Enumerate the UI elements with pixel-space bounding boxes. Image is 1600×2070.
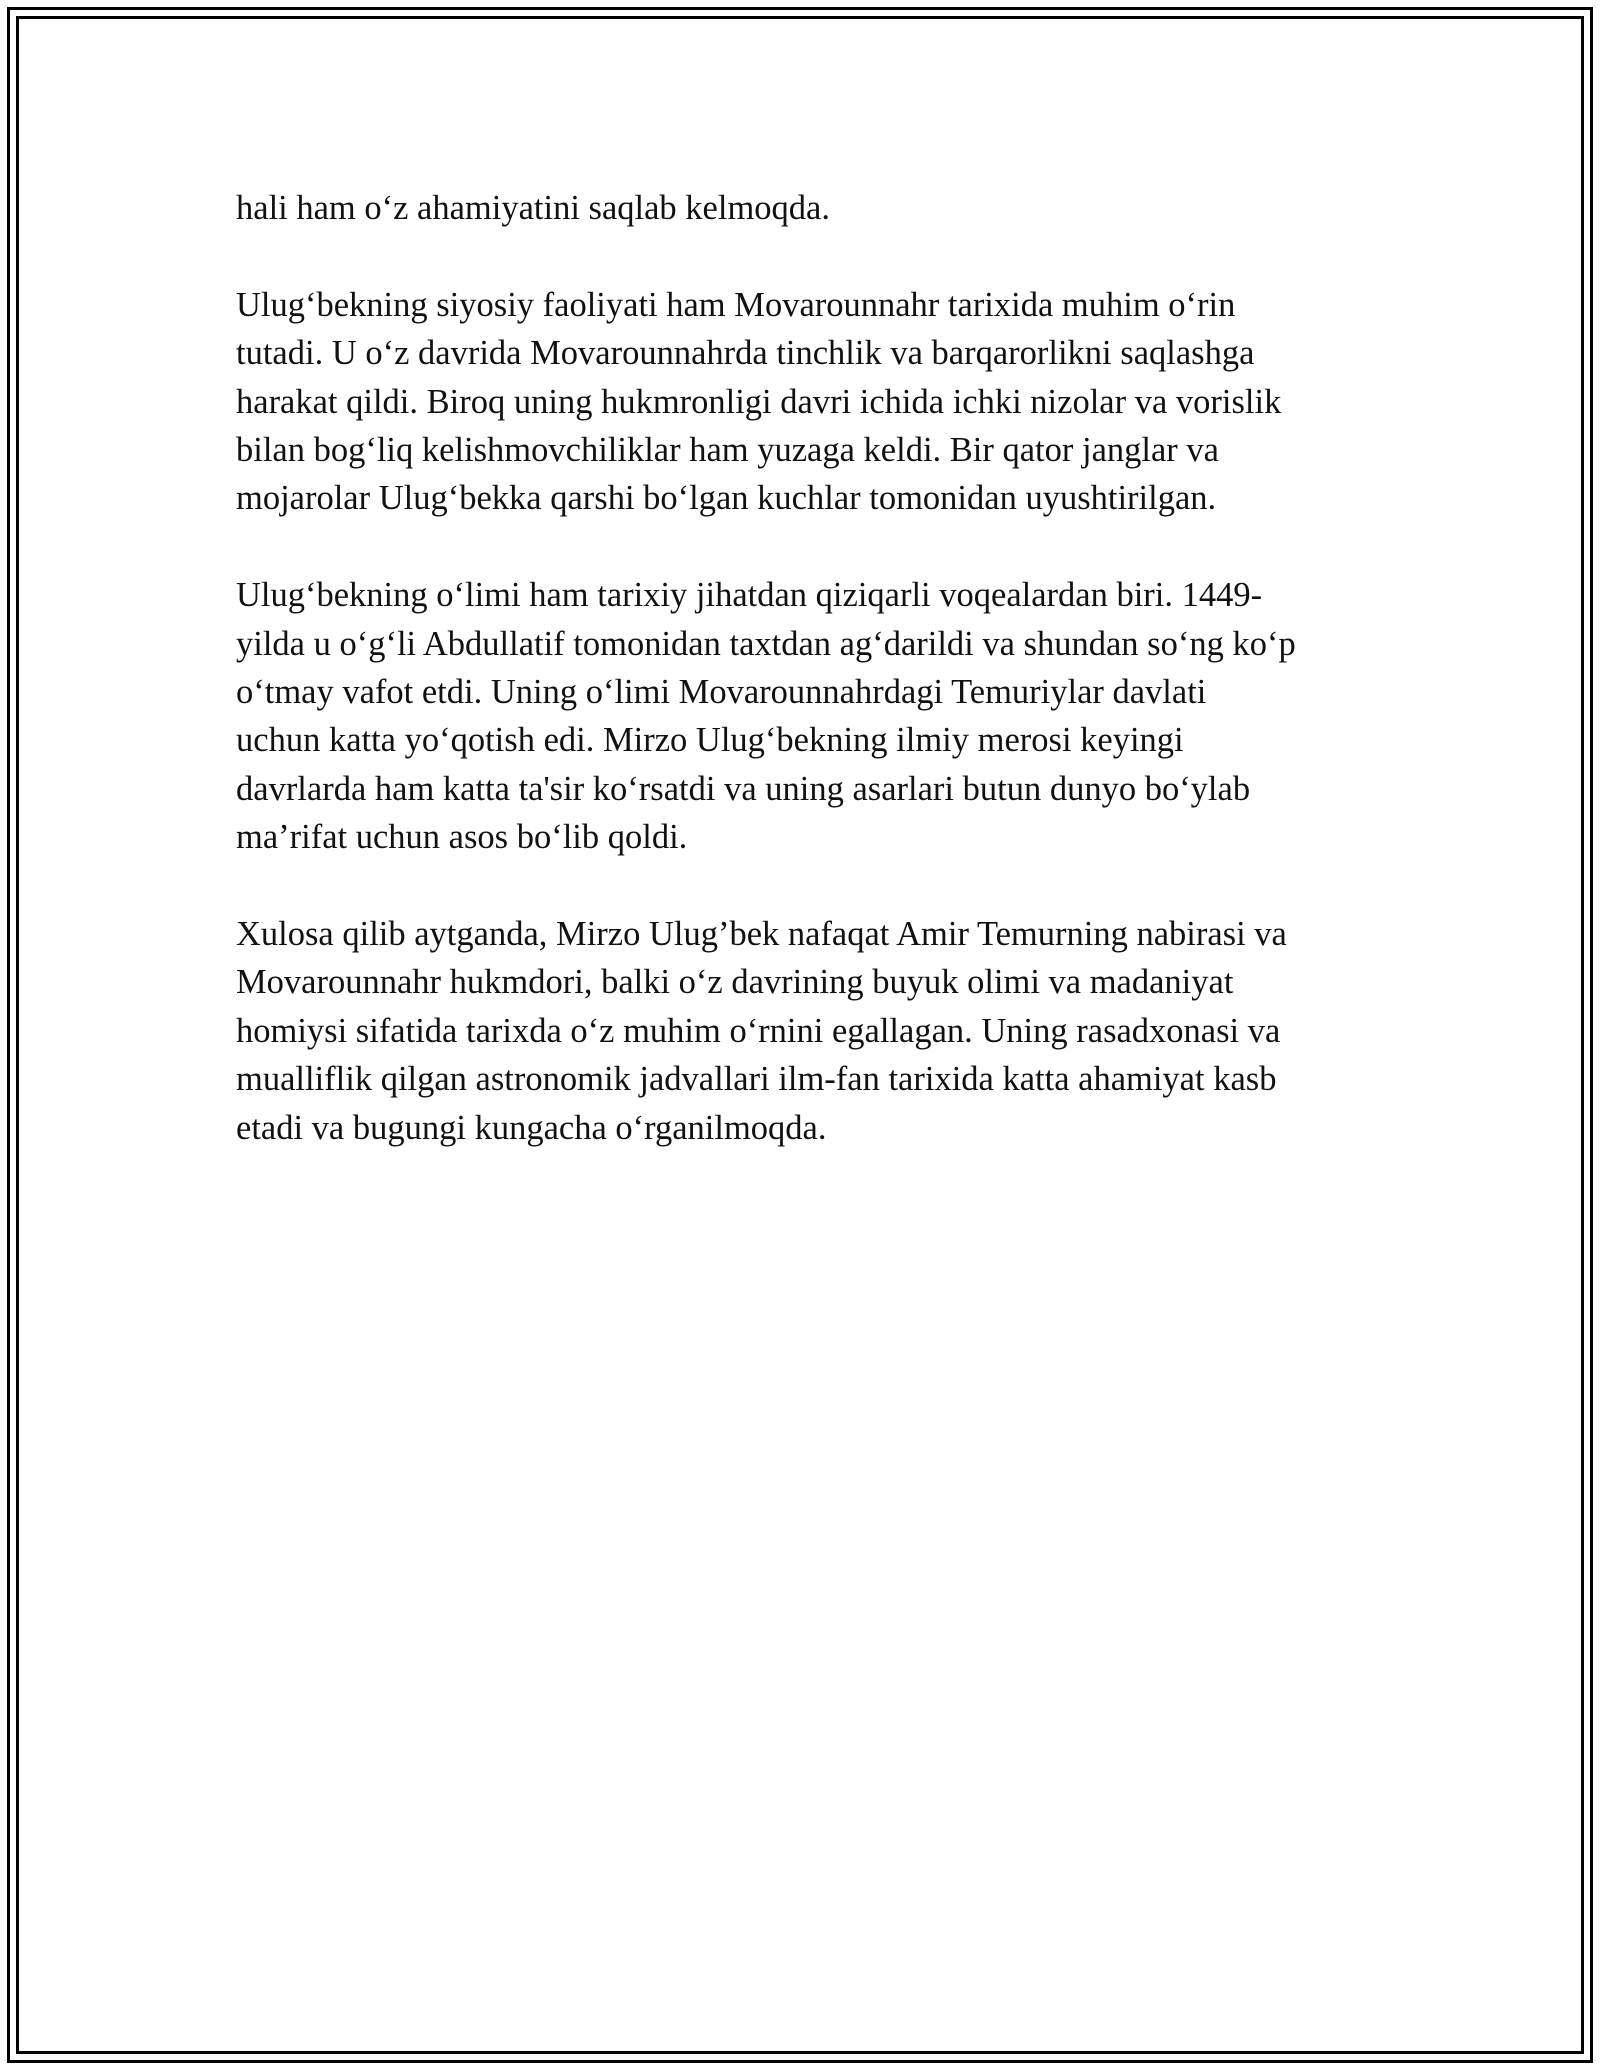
paragraph-continuation: hali ham o‘z ahamiyatini saqlab kelmoqda. <box>236 189 830 227</box>
paragraph-political-activity: Ulug‘bekning siyosiy faoliyati ham Movarounnahr tarixida muhim o‘rin tutadi. U o‘z davrida Movarounnahrda tinchlik va barqarorlikni saqlashga harakat qildi. Biroq uning hukmronligi davri ichida ichki nizolar va vorislik bilan bog‘liq kelishmovchiliklar ham yuzaga keldi. Bir qator janglar va mojarolar Ulug‘bekka qarshi bo‘lgan kuchlar tomonidan uyushtirilgan. <box>236 285 1282 518</box>
paragraph-death-and-legacy: Ulug‘bekning o‘limi ham tarixiy jihatdan qiziqarli voqealardan biri. 1449- yilda u o‘g‘li Abdullatif tomonidan taxtdan ag‘darildi va shundan so‘ng ko‘p o‘tmay vafot etdi. Uning o‘limi Movarounnahrdagi Temuriylar davlati uchun katta yo‘qotish edi. Mirzo Ulug‘bekning ilmiy merosi keyingi davrlarda ham katta ta'sir ko‘rsatdi va uning asarlari butun dunyo bo‘ylab ma’rifat uchun asos bo‘lib qoldi. <box>236 576 1296 857</box>
paragraph-conclusion: Xulosa qilib aytganda, Mirzo Ulug’bek nafaqat Amir Temurning nabirasi va Movarounnahr hukmdori, balki o‘z davrining buyuk olimi va madaniyat homiysi sifatida tarixda o‘z muhim o‘rnini egallagan. Uning rasadxonasi va mualliflik qilgan astronomik jadvallari ilm-fan tarixida katta ahamiyat kasb etadi va bugungi kungacha o‘rganilmoqda. <box>236 915 1287 1147</box>
document-body <box>236 184 1376 1200</box>
